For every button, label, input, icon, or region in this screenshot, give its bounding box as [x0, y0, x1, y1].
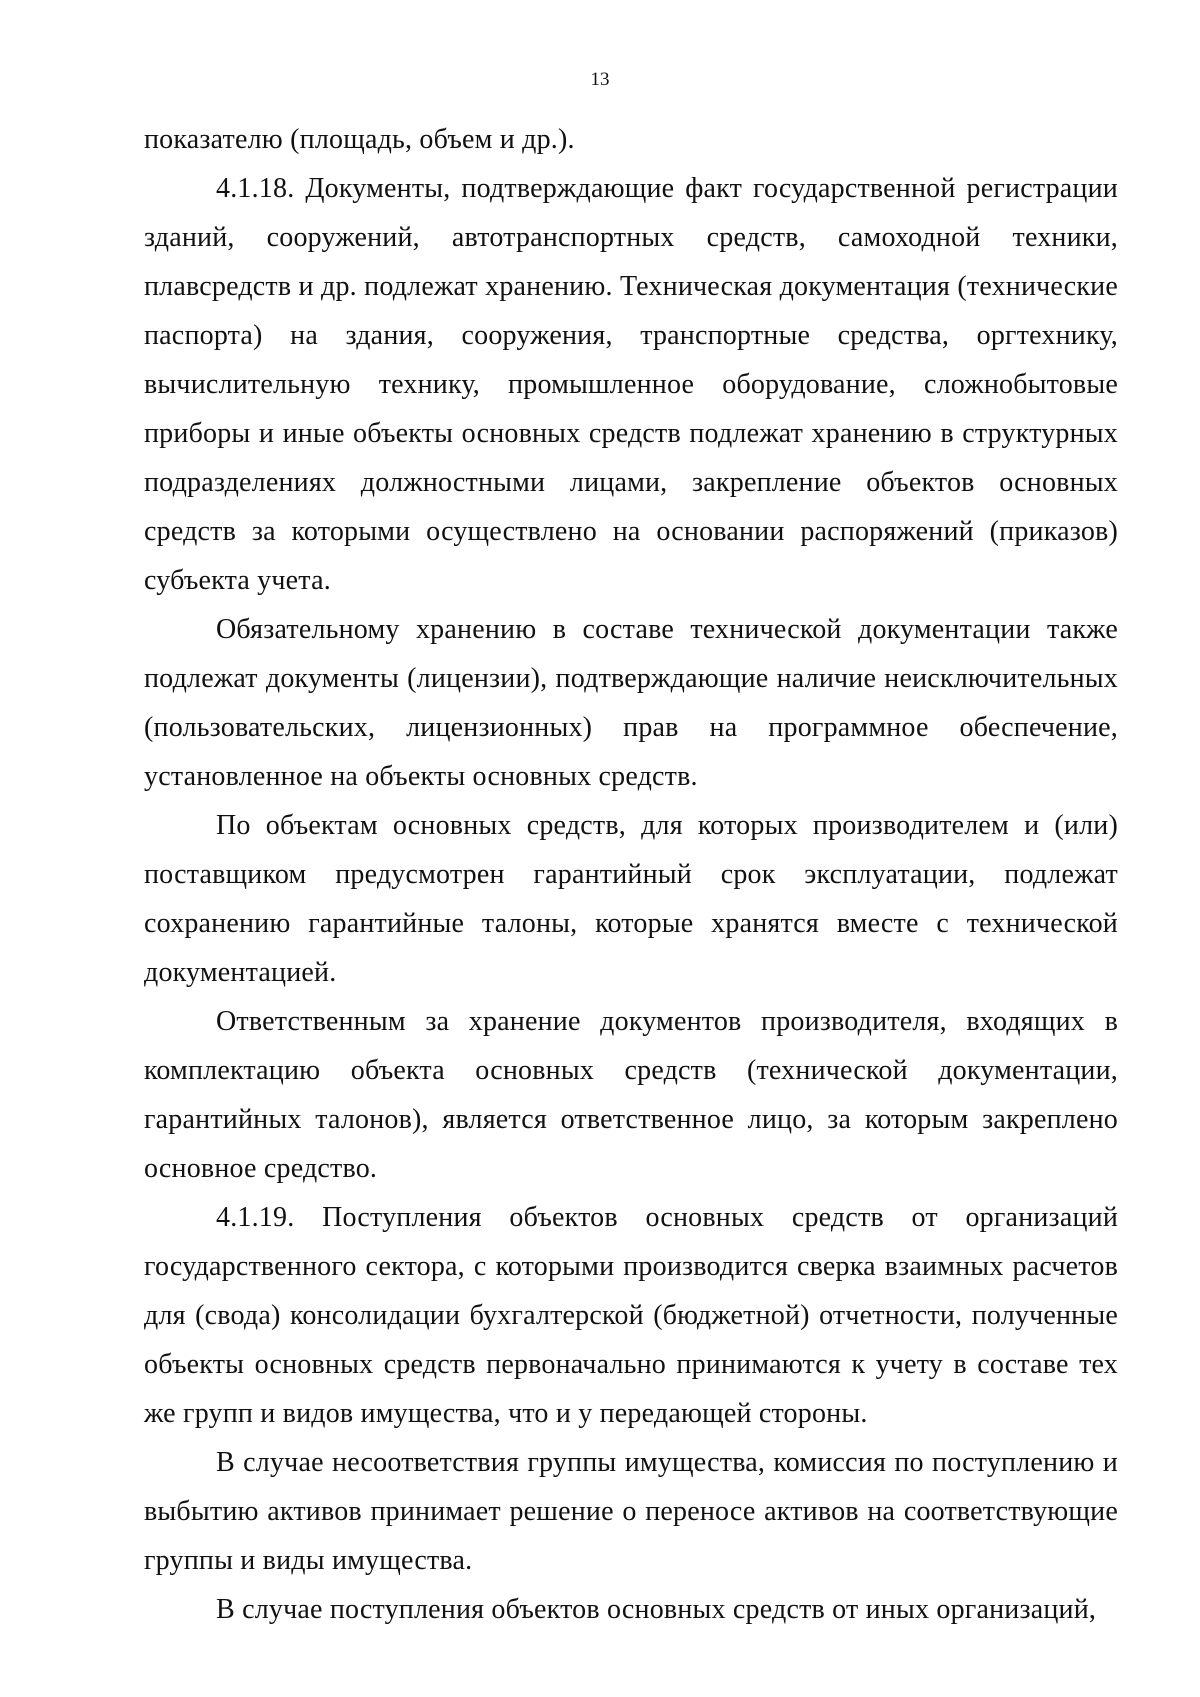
- page-number: 13: [590, 69, 610, 90]
- paragraph-continuation: показателю (площадь, объем и др.).: [144, 124, 575, 155]
- paragraph-warranty: По объектам основных средств, для которых производителем и (или) поставщиком предусмотрен гарантийный срок эксплуатации, подлежат сохранению гарантийные талоны, которые хранятся вместе с технической документацией.: [144, 810, 1118, 988]
- document-body: [144, 115, 1118, 1634]
- paragraph-other-organizations: В случае поступления объектов основных средств от иных организаций,: [216, 1594, 1097, 1625]
- paragraph-group-mismatch: В случае несоответствия группы имущества, комиссия по поступлению и выбытию активов принимает решение о переносе активов на соответствующие группы и виды имущества.: [144, 1447, 1118, 1576]
- paragraph-licenses: Обязательному хранению в составе технической документации также подлежат документы (лицензии), подтверждающие наличие неисключительных (пользовательских, лицензионных) прав на программное обеспечение, установленное на объекты основных средств.: [144, 614, 1118, 792]
- paragraph-4-1-19: 4.1.19. Поступления объектов основных средств от организаций государственного сектора, с которыми производится сверка взаимных расчетов для (свода) консолидации бухгалтерской (бюджетной) отчетности, полученные объекты основных средств первоначально принимаются к учету в составе тех же групп и видов имущества, что и у передающей стороны.: [144, 1202, 1118, 1429]
- paragraph-4-1-18: 4.1.18. Документы, подтверждающие факт государственной регистрации зданий, сооружений, автотранспортных средств, самоходной техники, плавсредств и др. подлежат хранению. Техническая документация (технические паспорта) на здания, сооружения, транспортные средства, оргтехнику, вычислительную технику, промышленное оборудование, сложнобытовые приборы и иные объекты основных средств подлежат хранению в структурных подразделениях должностными лицами, закрепление объектов основных средств за которыми осуществлено на основании распоряжений (приказов) субъекта учета.: [144, 173, 1118, 596]
- paragraph-responsible-person: Ответственным за хранение документов производителя, входящих в комплектацию объекта основных средств (технической документации, гарантийных талонов), является ответственное лицо, за которым закреплено основное средство.: [144, 1006, 1118, 1184]
